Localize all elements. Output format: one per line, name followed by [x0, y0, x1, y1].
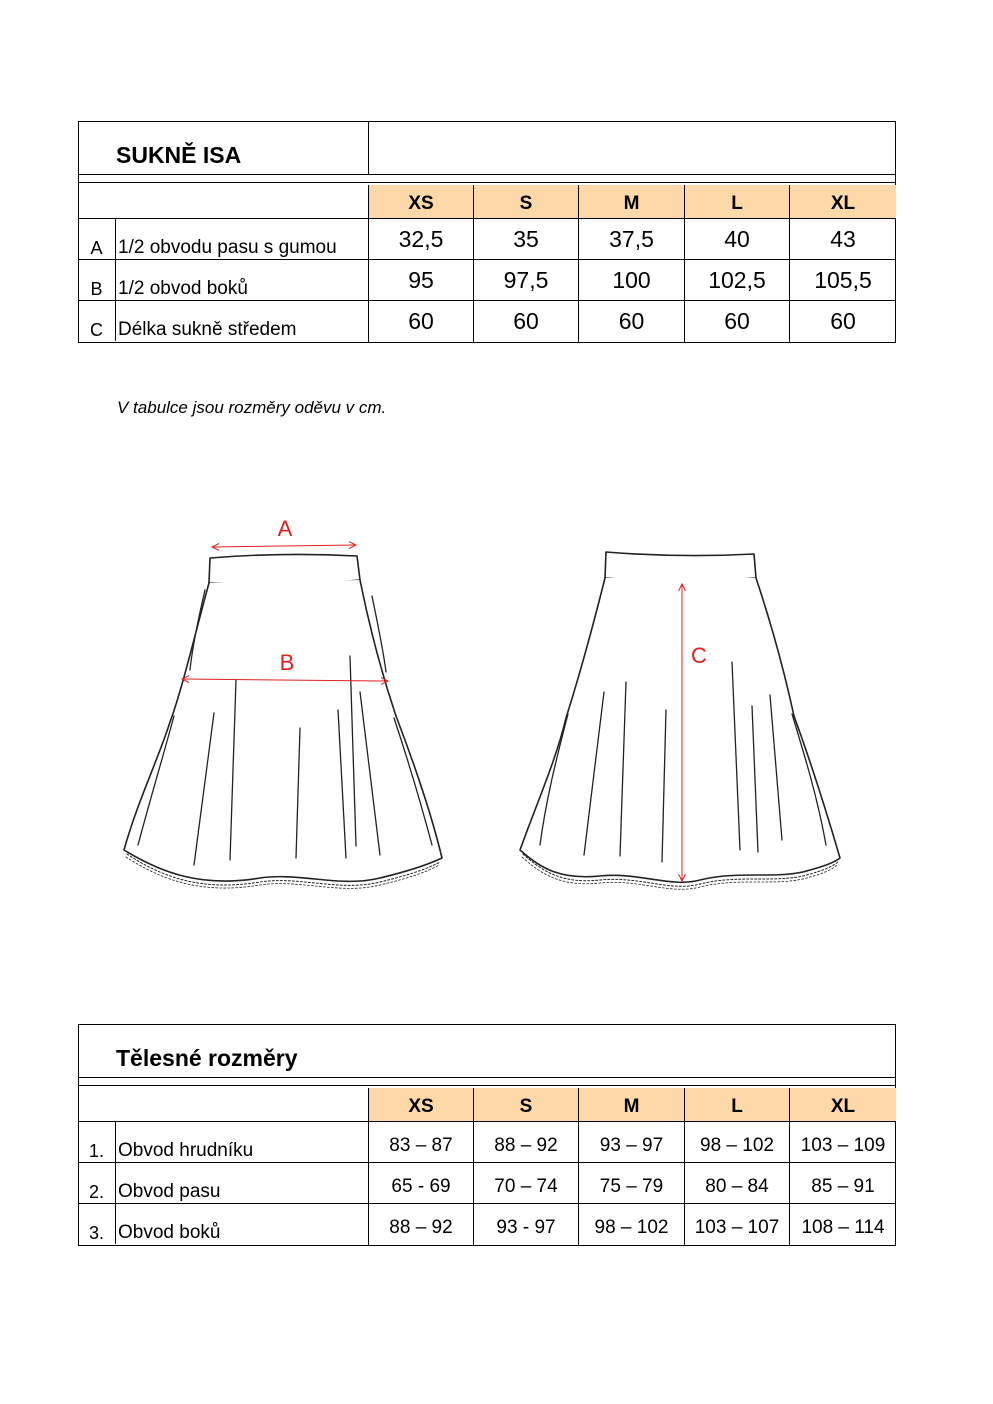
value-s: 97,5: [473, 260, 578, 301]
size-header-m: M: [578, 185, 684, 218]
size-header-s: S: [473, 185, 578, 218]
size-header-l: L: [684, 185, 789, 218]
table-row: [79, 1162, 895, 1204]
row-label: Obvod pasu: [115, 1163, 369, 1203]
row-label: Obvod hrudníku: [115, 1122, 369, 1162]
value-xl: 43: [789, 219, 896, 260]
size-header-s: S: [473, 1088, 578, 1121]
table-row: [79, 1121, 895, 1163]
row-code: 1.: [88, 1141, 104, 1161]
row-code: 3.: [88, 1223, 104, 1243]
row-label: Obvod boků: [115, 1204, 369, 1244]
size-header-m: M: [578, 1088, 684, 1121]
value-xs: 88 – 92: [368, 1204, 473, 1245]
value-s: 93 - 97: [473, 1204, 578, 1245]
value-xs: 60: [368, 301, 473, 342]
value-xl: 105,5: [789, 260, 896, 301]
row-label: Délka sukně středem: [115, 301, 369, 341]
skirt-front-view: [124, 554, 442, 888]
size-header-xs: XS: [368, 1088, 473, 1121]
units-note: V tabulce jsou rozměry oděvu v cm.: [117, 398, 387, 417]
value-xs: 65 - 69: [368, 1163, 473, 1204]
size-header-xl: XL: [789, 185, 896, 218]
body-size-table: [78, 1024, 896, 1246]
value-xs: 95: [368, 260, 473, 301]
value-s: 35: [473, 219, 578, 260]
value-m: 60: [578, 301, 684, 342]
size-header-xs: XS: [368, 185, 473, 218]
row-code: B: [90, 279, 103, 299]
back-body-outline: [520, 578, 840, 882]
row-code: 2.: [88, 1182, 104, 1202]
value-xs: 32,5: [368, 219, 473, 260]
value-m: 100: [578, 260, 684, 301]
garment-table-title: SUKNĚ ISA: [116, 142, 242, 168]
front-waistband: [209, 554, 360, 584]
table-row: [79, 1203, 895, 1245]
value-s: 88 – 92: [473, 1122, 578, 1163]
value-m: 37,5: [578, 219, 684, 260]
value-m: 75 – 79: [578, 1163, 684, 1204]
front-body-outline: [124, 580, 442, 881]
value-l: 98 – 102: [684, 1122, 789, 1163]
value-s: 70 – 74: [473, 1163, 578, 1204]
value-s: 60: [473, 301, 578, 342]
row-label: 1/2 obvod boků: [115, 260, 369, 300]
measure-a-label: A: [277, 516, 293, 541]
size-header-l: L: [684, 1088, 789, 1121]
row-code: A: [90, 238, 103, 258]
value-xl: 85 – 91: [789, 1163, 896, 1204]
value-m: 98 – 102: [578, 1204, 684, 1245]
skirt-back-view: [520, 552, 840, 889]
value-xl: 103 – 109: [789, 1122, 896, 1163]
value-xs: 83 – 87: [368, 1122, 473, 1163]
measure-a-arrow: [212, 545, 356, 547]
value-xl: 108 – 114: [789, 1204, 896, 1245]
value-l: 40: [684, 219, 789, 260]
value-xl: 60: [789, 301, 896, 342]
measure-c-label: C: [691, 643, 707, 668]
back-waistband: [605, 552, 756, 581]
value-l: 60: [684, 301, 789, 342]
value-l: 103 – 107: [684, 1204, 789, 1245]
body-table-title: Tělesné rozměry: [116, 1045, 298, 1071]
size-header-xl: XL: [789, 1088, 896, 1121]
row-label: 1/2 obvodu pasu s gumou: [115, 219, 369, 259]
row-code: C: [90, 320, 103, 340]
value-l: 102,5: [684, 260, 789, 301]
measure-b-label: B: [279, 650, 295, 675]
value-m: 93 – 97: [578, 1122, 684, 1163]
value-l: 80 – 84: [684, 1163, 789, 1204]
